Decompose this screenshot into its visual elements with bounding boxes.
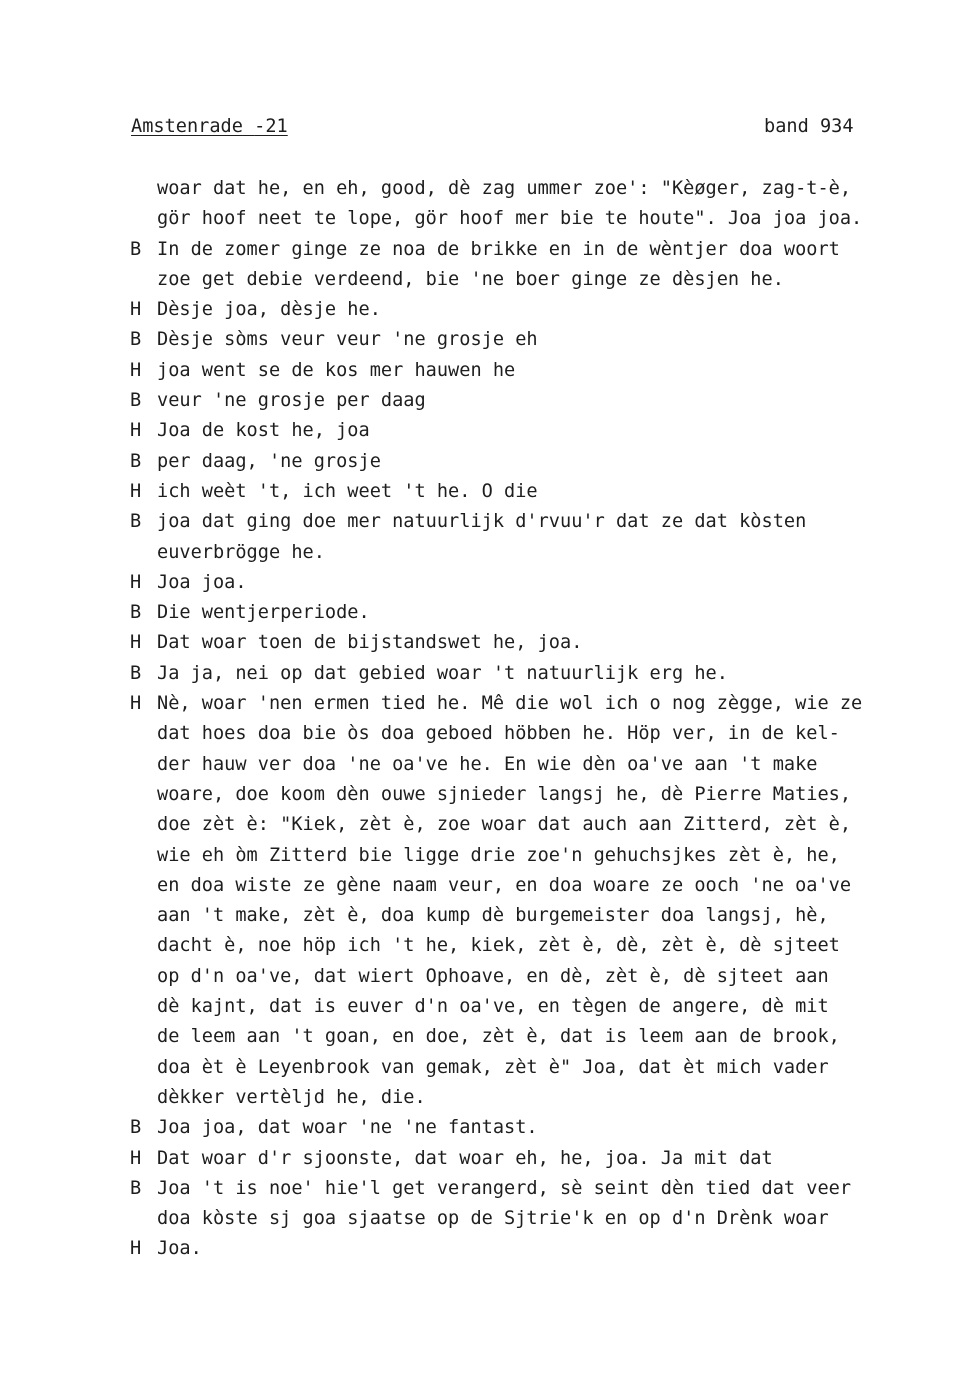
line-text: Joa.	[157, 1238, 202, 1260]
line-text: zoe get debie verdeend, bie 'ne boer ginge ze dèsjen he.	[157, 268, 784, 290]
transcript-line	[130, 598, 950, 628]
line-text: woare, doe koom dèn ouwe sjnieder langsj he, dè Pierre Maties,	[157, 783, 852, 805]
line-text: Dèsje sòms veur veur 'ne grosje eh	[157, 329, 538, 351]
line-text: doa èt è Leyenbrook van gemak, zèt è" Joa, dat èt mich vader	[157, 1056, 829, 1078]
speaker-marker: H	[130, 1147, 142, 1169]
transcript-line	[130, 204, 950, 234]
line-text: der hauw ver doa 'ne oa've he. En wie dèn oa've aan 't make	[157, 753, 818, 775]
speaker-marker: B	[130, 511, 142, 533]
transcript-line	[130, 477, 950, 507]
transcript-line	[130, 1144, 950, 1174]
speaker-marker: B	[130, 1117, 142, 1139]
line-text: joa dat ging doe mer natuurlijk d'rvuu'r dat ze dat kòsten	[157, 511, 807, 533]
speaker-marker: B	[130, 1177, 142, 1199]
transcript-line	[130, 235, 950, 265]
transcript-line	[130, 447, 950, 477]
line-text: de leem aan 't goan, en doe, zèt è, dat is leem aan de brook,	[157, 1026, 840, 1048]
transcript-line	[130, 538, 950, 568]
line-text: dat hoes doa bie òs doa geboed höbben he. Höp ver, in de kel-	[157, 723, 840, 745]
transcript-line	[130, 507, 950, 537]
line-text: doe zèt è: "Kiek, zèt è, zoe woar dat auch aan Zitterd, zèt è,	[157, 814, 852, 836]
line-text: doa kòste sj goa sjaatse op de Sjtrie'k en op d'n Drènk woar	[157, 1208, 829, 1230]
line-text: woar dat he, en eh, good, dè zag ummer zoe': "Kèøger, zag-t-è,	[157, 178, 852, 199]
transcript-line	[130, 325, 950, 355]
transcript-line	[130, 901, 950, 931]
transcript-line	[130, 750, 950, 780]
line-text: op d'n oa've, dat wiert Ophoave, en dè, zèt è, dè sjteet aan	[157, 965, 829, 987]
transcript-line	[130, 174, 950, 204]
transcript-line	[130, 386, 950, 416]
line-text: euverbrögge he.	[157, 541, 325, 563]
line-text: veur 'ne grosje per daag	[157, 390, 426, 412]
line-text: per daag, 'ne grosje	[157, 450, 381, 472]
speaker-marker: H	[130, 571, 142, 593]
transcript-line	[130, 841, 950, 871]
transcript-line	[130, 1083, 950, 1113]
speaker-marker: H	[130, 693, 142, 715]
line-text: In de zomer ginge ze noa de brikke en in de wèntjer doa woort	[157, 238, 840, 260]
speaker-marker: B	[130, 329, 142, 351]
line-text: Ja ja, nei op dat gebied woar 't natuurlijk erg he.	[157, 662, 728, 684]
header-band: band 934	[764, 116, 854, 137]
line-text: gör hoof neet te lope, gör hoof mer bie te houte". Joa joa joa.	[157, 208, 863, 230]
line-text: dacht è, noe höp ich 't he, kiek, zèt è, dè, zèt è, dè sjteet	[157, 935, 840, 957]
speaker-marker: H	[130, 359, 142, 381]
speaker-marker: H	[130, 420, 142, 442]
header-place-name: Amstenrade	[131, 116, 243, 137]
line-text: Joa 't is noe' hie'l get verangerd, sè seint dèn tied dat veer	[157, 1177, 852, 1199]
transcript-line	[130, 1174, 950, 1204]
transcript-line	[130, 719, 950, 749]
line-text: ich weèt 't, ich weet 't he. O die	[157, 480, 538, 502]
speaker-marker: B	[130, 238, 142, 260]
transcript	[130, 174, 950, 1265]
line-text: Joa joa, dat woar 'ne 'ne fantast.	[157, 1117, 538, 1139]
line-text: Joa joa.	[157, 571, 247, 593]
speaker-marker: B	[130, 662, 142, 684]
transcript-line	[130, 628, 950, 658]
transcript-line	[130, 1234, 950, 1264]
transcript-line	[130, 295, 950, 325]
speaker-marker: B	[130, 390, 142, 412]
transcript-line	[130, 1204, 950, 1234]
speaker-marker: B	[130, 450, 142, 472]
line-text: Die wentjerperiode.	[157, 602, 370, 624]
transcript-line	[130, 1022, 950, 1052]
transcript-line	[130, 568, 950, 598]
header-place	[131, 116, 288, 137]
line-text: Joa de kost he, joa	[157, 420, 370, 442]
speaker-marker: H	[130, 299, 142, 321]
transcript-line	[130, 992, 950, 1022]
transcript-line	[130, 931, 950, 961]
transcript-line	[130, 780, 950, 810]
transcript-line	[130, 810, 950, 840]
speaker-marker: H	[130, 632, 142, 654]
transcript-line	[130, 689, 950, 719]
line-text: en doa wiste ze gène naam veur, en doa woare ze ooch 'ne oa've	[157, 874, 852, 896]
line-text: joa went se de kos mer hauwen he	[157, 359, 516, 381]
line-text: Dèsje joa, dèsje he.	[157, 299, 381, 321]
line-text: aan 't make, zèt è, doa kump dè burgemeister doa langsj, hè,	[157, 905, 829, 927]
line-text: wie eh òm Zitterd bie ligge drie zoe'n gehuchsjkes zèt è, he,	[157, 844, 840, 866]
transcript-line	[130, 265, 950, 295]
speaker-marker: H	[130, 480, 142, 502]
line-text: Dat woar toen de bijstandswet he, joa.	[157, 632, 583, 654]
transcript-line	[130, 962, 950, 992]
transcript-line	[130, 659, 950, 689]
transcript-line	[130, 1053, 950, 1083]
transcript-line	[130, 1113, 950, 1143]
header-page-number: -21	[254, 116, 288, 137]
transcript-line	[130, 416, 950, 446]
line-text: dè kajnt, dat is euver d'n oa've, en tègen de angere, dè mit	[157, 996, 829, 1018]
transcript-line	[130, 871, 950, 901]
line-text: Nè, woar 'nen ermen tied he. Mê die wol ich o nog zègge, wie ze	[157, 693, 863, 715]
speaker-marker: H	[130, 1238, 142, 1260]
line-text: Dat woar d'r sjoonste, dat woar eh, he, joa. Ja mit dat	[157, 1147, 773, 1169]
transcript-line	[130, 356, 950, 386]
line-text: dèkker vertèljd he, die.	[157, 1086, 426, 1108]
speaker-marker: B	[130, 602, 142, 624]
